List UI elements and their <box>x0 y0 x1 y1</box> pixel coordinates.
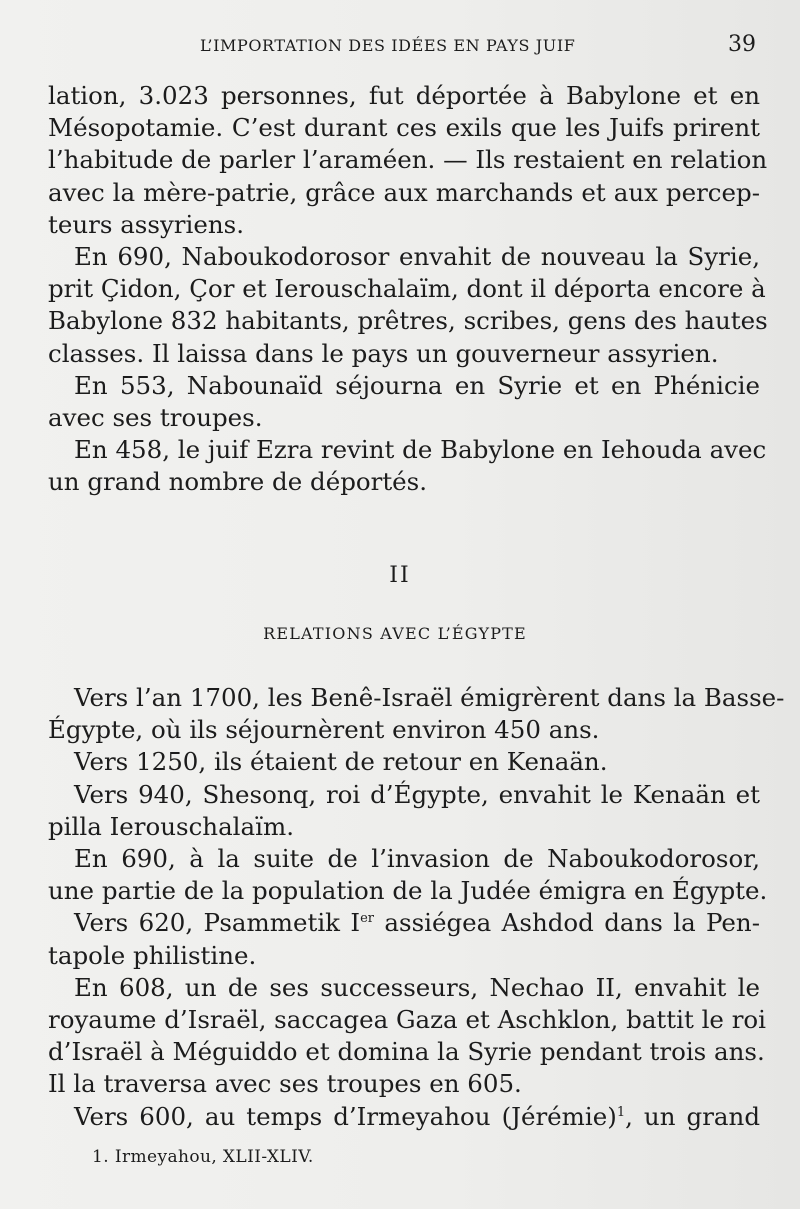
paragraph <box>48 370 760 434</box>
text-line: Égypte, où ils séjournèrent environ 450 ans. <box>48 715 600 745</box>
text-line: une partie de la population de la Judée émigra en Égypte. <box>48 876 768 906</box>
text-run: Vers 620, Psammetik <box>74 908 341 938</box>
running-head: L’IMPORTATION DES IDÉES EN PAYS JUIF <box>200 36 576 55</box>
page-number: 39 <box>728 32 756 57</box>
superscript: er <box>360 911 375 927</box>
text-line: Mésopotamie. C’est durant ces exils que les Juifs prirent <box>48 113 760 143</box>
paragraph <box>48 843 768 907</box>
text-line <box>48 907 760 939</box>
text-line: classes. Il laissa dans le pays un gouverneur assyrien. <box>48 338 719 368</box>
text-line: l’habitude de parler l’araméen. — Ils restaient en relation <box>48 145 768 175</box>
text-line: pilla Ierouschalaïm. <box>48 811 294 841</box>
text-line: En 690, à la suite de l’invasion de Naboukodorosor, <box>74 844 760 874</box>
text-line: avec ses troupes. <box>48 403 263 433</box>
text-line: tapole philistine. <box>48 940 257 970</box>
paragraph <box>48 779 760 843</box>
section-1-body <box>48 80 768 499</box>
text-run: , un grand <box>625 1101 761 1131</box>
text-line: prit Çidon, Çor et Ierouschalaïm, dont il déporta encore à <box>48 274 766 304</box>
text-line: lation, 3.023 personnes, fut déportée à Babylone et en <box>48 81 760 110</box>
text-line: Vers 940, Shesonq, roi d’Égypte, envahit le Kenaän et <box>74 779 760 809</box>
text-line: teurs assyriens. <box>48 209 244 239</box>
roman-numeral: I <box>350 908 361 938</box>
text-line: En 608, un de ses successeurs, Nechao II, envahit le <box>74 972 760 1002</box>
text-line: En 458, le juif Ezra revint de Babylone en Iehouda avec <box>74 435 767 465</box>
text-run: Vers 600, au temps d’Irmeyahou (Jérémie) <box>74 1101 617 1131</box>
text-line: d’Israël à Méguiddo et domina la Syrie pendant trois ans. <box>48 1037 765 1067</box>
footnote: 1. Irmeyahou, XLII-XLIV. <box>92 1147 314 1167</box>
paragraph <box>48 1101 760 1133</box>
text-line: royaume d’Israël, saccagea Gaza et Aschklon, battit le roi <box>48 1005 767 1035</box>
text-line: En 553, Nabounaïd séjourna en Syrie et en Phénicie <box>74 370 760 400</box>
text-line: avec la mère-patrie, grâce aux marchands et aux percep- <box>48 177 760 207</box>
footnote-reference[interactable]: 1 <box>616 1104 626 1120</box>
text-run: assiégea <box>374 908 502 938</box>
text-line: Vers 1250, ils étaient de retour en Kenaän. <box>74 747 608 777</box>
paragraph <box>48 80 768 241</box>
text-line: un grand nombre de déportés. <box>48 467 428 497</box>
text-line: En 690, Naboukodorosor envahit de nouveau la Syrie, <box>74 242 760 272</box>
text-line: Vers l’an 1700, les Benê-Israël émigrèrent dans la Basse- <box>74 683 785 712</box>
paragraph <box>48 907 760 971</box>
paragraph <box>48 972 767 1101</box>
text-line <box>48 1101 760 1133</box>
paragraph <box>48 746 760 778</box>
text-line: Il la traversa avec ses troupes en 605. <box>48 1069 522 1099</box>
paragraph <box>48 241 768 370</box>
page-header <box>50 32 760 60</box>
paragraph <box>48 434 767 498</box>
section-numeral: II <box>389 563 411 588</box>
text-run: Ashdod dans la Pen- <box>501 908 760 938</box>
text-line: Babylone 832 habitants, prêtres, scribes, gens des hautes <box>48 306 768 336</box>
paragraph <box>48 682 785 746</box>
section-title: RELATIONS AVEC L’ÉGYPTE <box>263 624 527 643</box>
section-2-body <box>48 682 785 1133</box>
